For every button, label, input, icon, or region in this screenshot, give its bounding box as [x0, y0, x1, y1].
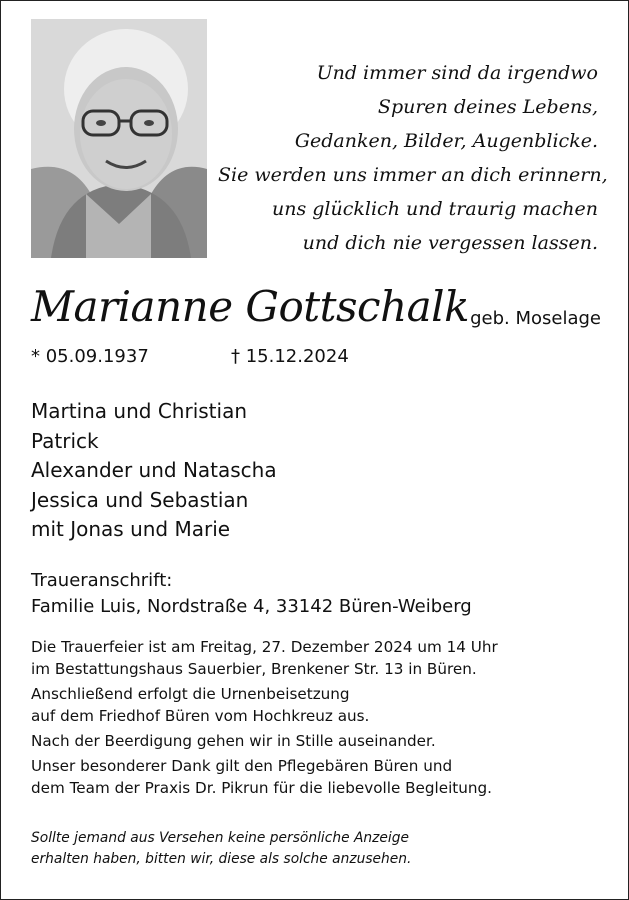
info-line: dem Team der Praxis Dr. Pikrun für die liebevolle Begleitung. [31, 779, 492, 797]
info-paragraph [31, 755, 498, 799]
mourners-list [31, 397, 277, 545]
mourning-address [31, 568, 472, 620]
poem-line: Und immer sind da irgendwo [316, 62, 598, 84]
info-line: Nach der Beerdigung gehen wir in Stille auseinander. [31, 732, 436, 750]
info-line: Unser besonderer Dank gilt den Pflegebären Büren und [31, 757, 453, 775]
info-paragraph [31, 730, 498, 752]
info-paragraph [31, 636, 498, 680]
note-line: erhalten haben, bitten wir, diese als solche anzusehen. [31, 851, 412, 867]
address-value: Familie Luis, Nordstraße 4, 33142 Büren-Weiberg [31, 596, 472, 617]
life-dates [31, 346, 349, 367]
info-line: auf dem Friedhof Büren vom Hochkreuz aus. [31, 707, 370, 725]
mourner: Patrick [31, 428, 99, 453]
deceased-name-row [31, 282, 601, 331]
closing-note [31, 828, 411, 870]
death-date: † 15.12.2024 [231, 346, 349, 367]
mourner: Alexander und Natascha [31, 458, 277, 482]
funeral-info [31, 636, 498, 802]
poem-line: Spuren deines Lebens, [377, 96, 598, 118]
maiden-name: geb. Moselage [470, 308, 601, 329]
mourner: mit Jonas und Marie [31, 517, 231, 541]
mourner: Martina und Christian [31, 399, 247, 423]
mourner: Jessica und Sebastian [31, 487, 249, 512]
portrait-photo [31, 19, 207, 258]
deceased-name: Marianne Gottschalk [31, 282, 470, 331]
poem-line: und dich nie vergessen lassen. [302, 232, 598, 254]
poem [218, 56, 608, 260]
info-line: im Bestattungshaus Sauerbier, Brenkener Str. 13 in Büren. [31, 660, 477, 678]
info-line: Die Trauerfeier ist am Freitag, 27. Dezember 2024 um 14 Uhr [31, 638, 498, 656]
poem-line: uns glücklich und traurig machen [272, 198, 598, 220]
birth-date: * 05.09.1937 [31, 346, 149, 367]
poem-line: Gedanken, Bilder, Augenblicke. [294, 130, 598, 152]
poem-line: Sie werden uns immer an dich erinnern, [218, 164, 608, 186]
note-line: Sollte jemand aus Versehen keine persönliche Anzeige [31, 830, 409, 846]
info-paragraph [31, 683, 498, 727]
info-line: Anschließend erfolgt die Urnenbeisetzung [31, 685, 350, 703]
address-label: Traueranschrift: [31, 570, 173, 591]
